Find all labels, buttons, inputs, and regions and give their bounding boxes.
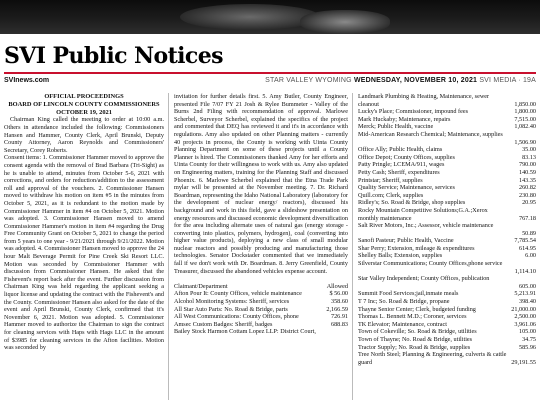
claim-amount: 7,785.54 (514, 237, 536, 245)
photo-shape (300, 10, 390, 34)
claim-row (358, 321, 536, 329)
claim-label: Thayne Senior Center; Clerk, budgeted funding (358, 305, 476, 313)
claim-label: Rocky Mountain Competitive Solutions;G.A.;Xerox (358, 206, 488, 214)
claim-label (358, 139, 361, 147)
claim-row (358, 222, 536, 230)
claim-label: Mid-American Research Chemical; Maintenance, supplies (358, 130, 503, 138)
claim-row (358, 146, 536, 154)
claim-label: Shelley Balls; Extension, supplies (358, 252, 443, 260)
claim-label: Quill.com; Clerk, supplies (358, 191, 424, 199)
claim-row (358, 123, 536, 131)
claim-amount: 358.60 (330, 298, 348, 306)
claim-amount: 260.82 (518, 184, 536, 192)
claim-label: Star Valley Independent; County Offices, publication (358, 275, 490, 283)
claim-row (358, 101, 536, 109)
claim-amount: 1,850.00 (514, 100, 536, 108)
notice-paragraph: Chairman King called the meeting to order at 10:00 a.m. Others in attendance included the following: Commissioners Hansen and Hammer, County Clerk, April Brunski, Deputy County Attorney, Aaron Reynolds and Commissioners' Secretary, Corey Roberts. (4, 116, 164, 154)
masthead-title-text: SVI Public Notices (4, 43, 223, 69)
claim-amount: $ 56.00 (329, 290, 348, 298)
claim-row (358, 359, 536, 367)
claim-label: Ridley's; So. Road & Bridge, shop supplies (358, 199, 466, 207)
claim-row (358, 306, 536, 314)
claim-row (358, 260, 536, 268)
claim-label: Amsec Custom Badges: Sheriff, badges (174, 320, 273, 328)
claim-label: Merck; Public Health, vaccine (358, 123, 434, 131)
claim-row (358, 161, 536, 169)
header-photo (0, 0, 540, 34)
claim-row (358, 184, 536, 192)
claim-label: Office Ally; Public Health, claims (358, 146, 443, 154)
claim-amount: 1,506.90 (514, 138, 536, 146)
column-2 (174, 93, 348, 400)
claim-row (358, 328, 536, 336)
column-3 (358, 93, 536, 400)
claim-row (358, 313, 536, 321)
claim-label: Town of Cokeville; So. Road & Bridge, utilities (358, 328, 477, 336)
masthead (4, 44, 536, 68)
claim-label: Town of Thayne; No. Road & Bridge, utilities (358, 336, 473, 343)
claim-label: Thomas L. Bennett M.D.; Coroner, services (358, 313, 467, 321)
photo-shape (180, 4, 320, 30)
dateline-prefix: STAR VALLEY WYOMING (265, 77, 352, 84)
claim-label: Lucky's Place; Commissioner, impound fees (358, 108, 468, 116)
claim-label: Salt River Motors, Inc.; Assessor, vehicle maintenance (358, 222, 494, 230)
claim-label: Afton Pour It: County Offices, vehicle maintenance (174, 290, 302, 298)
claim-row (358, 245, 536, 253)
claim-row (358, 290, 536, 298)
claim-label: Summit Food Services;jail,inmate meals (358, 290, 459, 298)
claim-label: All Star Auto Parts: No. Road & Bridge, parts (174, 305, 288, 313)
claim-label: Petty Cash; Sheriff, expenditures (358, 168, 440, 176)
claim-amount: 34.75 (522, 336, 536, 343)
claim-row (358, 298, 536, 306)
claim-row (358, 207, 536, 215)
claim-label: Tree North Steel; Planning & Engineering, culverts & cattle (358, 351, 507, 359)
claim-amount: 1,114.10 (514, 267, 536, 275)
claim-label: Office Depot; County Offices, supplies (358, 153, 455, 161)
claim-row (358, 230, 536, 238)
claim-label: Mark Huckaby; Maintenance, repairs (358, 115, 451, 123)
claim-amount: 1,082.40 (514, 123, 536, 131)
masthead-meta (4, 75, 536, 87)
claim-amount: 688.83 (330, 320, 348, 328)
claim-label: TK Elevator; Maintenance, contract (358, 320, 447, 328)
claim-amount: 29,191.55 (511, 358, 536, 366)
claim-label: Tractor Supply; No. Road & Bridge, supplies (358, 343, 471, 351)
claim-label: T 7 Inc; So. Road & Bridge, propane (358, 298, 450, 306)
claim-label: Bailey Stock Harmon Cottam Lopez LLP: District Court, (174, 328, 316, 336)
notice-paragraph: invitation for further details first. 5. Amy Butler, County Engineer, presented File 7/07 FY 21 Josh & Rylee Bummeter - Valley of the Burns 2nd Filing with recommendation of approval. Marlowe Scherbel, Surveyor Scherbel, explained the specifics of the project and commented that DEQ has reviewed it and it's in accordance with regulations. Amy also updated on other Planning matters - currently 40 projects in process, the County is working with Uinta County Planning Department on some of these projects until a County Planner is hired. The Commissioners thanked Amy for her efforts and Uinta County for their willingness to work with us. Amy also updated on Engineering matters, training for the Planning Staff and discussed Phoenix. 6. Marlowe Scherbel explained that the Etna Trade Park mylar will be presented at the November meeting. 7. Dr. Richard Boardman, representing the Idaho National Laboratory (laboratory for the development of nuclear energy/ reactors), discussed his background and work in this field, gave a slideshow presentation on energy resources and discussed economic development diversification for the area including alternate uses of natural gas (energy storage - converting into plastics, polymers, hydrogen), coal (converting into higher value products), deploying a new class of small modular nuclear reactors and possibly producing and manufacturing those technologies. Senator Dockstader commented that we immediately fall if we don't work with Dr. Boardman. 8. Jerry Greenfield, County Treasurer, discussed the abandoned vehicles expense account. (174, 93, 348, 275)
claims-list (358, 93, 536, 366)
claim-row (174, 306, 348, 314)
claim-row (358, 139, 536, 147)
claims-list (174, 290, 348, 336)
notice-date: OCTOBER 19, 2021 (56, 108, 112, 116)
claim-amount: 105.00 (518, 328, 536, 336)
claim-row (358, 177, 536, 185)
dateline (265, 75, 536, 87)
claim-amount: 5,213.91 (514, 290, 536, 298)
claim-row (358, 154, 536, 162)
claim-amount: 767.18 (518, 214, 536, 222)
claim-amount: 605.00 (518, 282, 536, 290)
claim-amount: 6.00 (525, 252, 536, 260)
site-link[interactable]: SVInews.com (4, 77, 50, 84)
spacer (174, 275, 348, 283)
claim-amount: 21,000.00 (511, 305, 536, 313)
claim-label: Sanofi Pasteur; Public Health, Vaccine (358, 237, 454, 245)
claim-amount: 20.95 (522, 199, 536, 207)
claim-amount: 614.95 (518, 244, 536, 252)
claim-label: monthly maintenance (358, 214, 412, 222)
claim-row (358, 192, 536, 200)
claim-row (358, 199, 536, 207)
claim-amount: 1,800.00 (514, 108, 536, 116)
claim-label: Patty Pringle; LCEMA/911, wages (358, 161, 445, 169)
claim-row (174, 290, 348, 298)
notice-paragraph: Consent items: 1. Commissioner Hammer moved to approve the consent agenda with the removal of Brad Barbara (Tri-Sight) as he is unable to attend, minutes from October 5-6, 2021 with corrections, and orders for reduction/addition to the assessment roll and approval of the vouchers. 2. Commissioner Hansen moved to withdraw his motion on item #5 in the minutes from October 5, 2021, as it is redundant to the motion made by Commissioner Hammer in item #4 on October 5, 2021. Motion was adopted. 3. Commissioner Hansen moved to amend Commissioner Hammer's motion in item #4 regarding the Drug Free Community Grant on October 5, 2021 to change the period from 5 years to one year - 9/21/2021 through 9/21/2022. Motion was adopted. 4. Commissioner Hansen moved to approve the 24 hour Malt Beverage Permit for Pine Creek Ski Resort LLC. Motion was seconded by Commissioner Hammer with discussion from Commissioner Hansen. He asked that the Fishevent's report back after the event. Further discussion from Chairman King was held regarding the applicant seeking a liquor license and updating the contract with the Fishevent's and the County. Commissioner Hansen also asked for the date of the event and April Brunski, County Clerk, confirmed that it's November 6, 2021. Motion was adopted. 5. Commissioner Hammer moved to authorize the Chairman to sign the contract for cleaning services with Haps with Hags LLC in the amount of $3985 for cleaning services in the Afton facilities. Motion was seconded by (4, 154, 164, 352)
claim-amount: 3,961.06 (514, 320, 536, 328)
claim-amount: 140.59 (518, 168, 536, 176)
claim-amount: 230.80 (518, 191, 536, 199)
masthead-title[interactable] (4, 44, 536, 68)
claim-amount: 2,166.59 (326, 305, 348, 313)
claim-row (174, 328, 348, 336)
issue-date: WEDNESDAY, NOVEMBER 10, 2021 (353, 77, 478, 84)
notice-heading: OFFICIAL PROCEEDINGS (44, 93, 124, 100)
claim-amount: 143.35 (518, 176, 536, 184)
claim-label: Quality Service; Maintenance, services (358, 184, 455, 192)
claim-amount: 726.91 (330, 313, 348, 321)
claim-row (358, 336, 536, 344)
claim-amount: 50.89 (522, 229, 536, 237)
claim-row (358, 131, 536, 139)
claim-label (358, 268, 361, 276)
claim-row (174, 298, 348, 306)
claims-header-right: Allowed (326, 282, 348, 290)
claim-row (358, 252, 536, 260)
claim-amount: 83.13 (522, 153, 536, 161)
claim-row (174, 321, 348, 329)
claim-label: guard (358, 358, 373, 366)
claim-label: cleanout (358, 100, 379, 108)
claim-amount: 35.00 (522, 146, 536, 154)
claim-row (358, 275, 536, 283)
claim-row (358, 237, 536, 245)
claim-amount: 398.40 (518, 298, 536, 306)
claims-header (174, 283, 348, 291)
claim-row (358, 116, 536, 124)
claim-row (358, 108, 536, 116)
dateline-suffix: SVI MEDIA · 19A (479, 77, 536, 84)
claim-label: Shar Perry; Extension, mileage & expenditures (358, 244, 475, 252)
column-divider (168, 93, 169, 400)
claim-label (358, 230, 361, 238)
claim-label: Landmark Plumbing & Heating, Maintenance, sewer (358, 93, 490, 100)
claim-label (358, 283, 361, 291)
claim-row (358, 169, 536, 177)
claim-row (358, 268, 536, 276)
claim-row (358, 215, 536, 223)
claim-row (358, 344, 536, 352)
notice-subheading: BOARD OF LINCOLN COUNTY COMMISSIONERS (8, 100, 160, 108)
column-1 (4, 93, 164, 400)
claim-label: Silverstar Communications; County Offices,phone service (358, 260, 503, 268)
claim-amount: 790.00 (518, 161, 536, 169)
claim-row (358, 93, 536, 101)
claim-label: All West Communications: County Offices, phone (174, 313, 299, 321)
claim-label: Alcohol Monitoring Systems: Sheriff, services (174, 298, 290, 306)
claim-row (358, 351, 536, 359)
masthead-rule (4, 72, 536, 74)
claim-amount: 585.96 (518, 343, 536, 351)
claim-row (358, 283, 536, 291)
claim-amount: 2,500.00 (514, 313, 536, 321)
notice-columns (4, 93, 536, 400)
column-divider (352, 93, 353, 400)
claim-label: Printstar; Sheriff, supplies (358, 176, 423, 184)
claim-row (174, 313, 348, 321)
claim-amount: 7,515.00 (514, 115, 536, 123)
claims-header-left: Claimant/Department (174, 282, 228, 290)
